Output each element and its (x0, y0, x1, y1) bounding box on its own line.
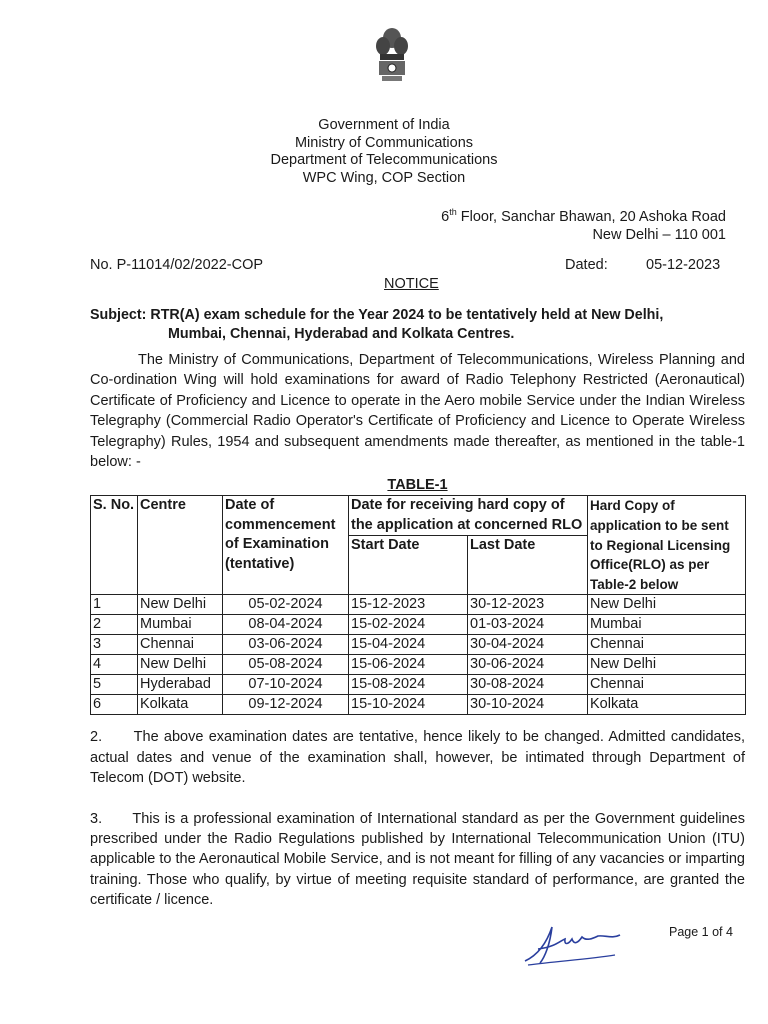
row-last-date: 30-06-2024 (468, 655, 588, 675)
row-exam-date: 07-10-2024 (223, 675, 349, 695)
row-rlo: Chennai (588, 635, 746, 655)
paragraph-1: The Ministry of Communications, Department of Telecommunications, Wireless Planning and Co-ordination Wing will hold examinations for award of Radio Telephony Restricted (Aeronautical) Certificate of Proficiency and Licence to operate in the Aero mobile Service under the Indian Wireless Telegraphy (Commercial Radio Operator's Certificate of Proficiency and Licence to Operate Wireless Telegraphy) Rules, 1954 and subsequent amendments made thereafter, as mentioned in the table-1 below: - (90, 352, 745, 471)
table-row (91, 695, 746, 715)
row-sno: 4 (91, 655, 138, 675)
reference-number: No. P-11014/02/2022-COP (90, 257, 264, 273)
row-start-date: 15-10-2024 (349, 695, 468, 715)
dated-label: Dated: (565, 257, 608, 273)
page-footer (90, 919, 750, 979)
row-sno: 6 (91, 695, 138, 715)
row-rlo: Chennai (588, 675, 746, 695)
page-number: Page 1 of 4 (669, 924, 733, 939)
floor-suffix: th (449, 207, 457, 217)
row-centre: Kolkata (138, 695, 223, 715)
row-rlo: Kolkata (588, 695, 746, 715)
table-row (91, 595, 746, 615)
exam-schedule-table (90, 495, 746, 715)
table-caption: TABLE-1 (387, 477, 448, 494)
row-start-date: 15-02-2024 (349, 615, 468, 635)
notice-body (90, 306, 750, 979)
subject-line-2: Mumbai, Chennai, Hyderabad and Kolkata Centres. (168, 326, 515, 342)
address-line-1: Floor, Sanchar Bhawan, 20 Ashoka Road (456, 208, 726, 225)
header-last-date: Last Date (468, 536, 588, 595)
header-hardcopy: Hard Copy of application to be sent to Regional Licensing Office(RLO) as per Table-2 below (588, 496, 746, 595)
table-row (91, 655, 746, 675)
header-receiving: Date for receiving hard copy of the application at concerned RLO (349, 496, 588, 536)
signature-icon (520, 919, 630, 969)
row-last-date: 30-12-2023 (468, 595, 588, 615)
row-sno: 1 (91, 595, 138, 615)
floor-number: 6 (441, 208, 450, 225)
header-commencement: Date of commencement of Examination (tentative) (223, 496, 349, 595)
row-centre: Hyderabad (138, 675, 223, 695)
table-row (91, 635, 746, 655)
subject-line-1: Subject: RTR(A) exam schedule for the Year 2024 to be tentatively held at New Delhi, (90, 307, 664, 323)
row-last-date: 30-08-2024 (468, 675, 588, 695)
address-line-2: New Delhi – 110 001 (592, 227, 726, 244)
paragraph-3: 3. This is a professional examination of International standard as per the Government guidelines prescribed under the Radio Regulations published by International Telecommunication Union (ITU) applicable to the Aeronautical Mobile Service, and is not meant for filling of any vacancies or imparting training. Those who qualify, by virtue of meeting requisite standard of performance, are granted the certificate / licence. (90, 810, 745, 909)
header-line: Department of Telecommunications (270, 152, 498, 168)
row-exam-date: 03-06-2024 (223, 635, 349, 655)
row-sno: 3 (91, 635, 138, 655)
national-emblem (372, 24, 412, 104)
notice-title: NOTICE (384, 276, 439, 292)
row-sno: 2 (91, 615, 138, 635)
signature (520, 919, 630, 974)
row-start-date: 15-04-2024 (349, 635, 468, 655)
header-line: Government of India (318, 117, 450, 133)
row-centre: New Delhi (138, 595, 223, 615)
row-last-date: 30-10-2024 (468, 695, 588, 715)
address (441, 203, 726, 245)
row-start-date: 15-08-2024 (349, 675, 468, 695)
row-last-date: 01-03-2024 (468, 615, 588, 635)
row-exam-date: 05-08-2024 (223, 655, 349, 675)
header-start-date: Start Date (349, 536, 468, 595)
header-centre: Centre (138, 496, 223, 595)
paragraph-2: 2. The above examination dates are tentative, hence likely to be changed. Admitted candidates, actual dates and venue of the examination shall, however, be intimated through Department of Telecom (DOT) website. (90, 729, 745, 787)
row-sno: 5 (91, 675, 138, 695)
row-exam-date: 08-04-2024 (223, 615, 349, 635)
row-centre: Mumbai (138, 615, 223, 635)
table-row (91, 675, 746, 695)
subject (90, 306, 750, 344)
row-centre: New Delhi (138, 655, 223, 675)
row-last-date: 30-04-2024 (468, 635, 588, 655)
letterhead (0, 117, 768, 187)
row-rlo: Mumbai (588, 615, 746, 635)
table-row (91, 615, 746, 635)
header-line: WPC Wing, COP Section (302, 169, 466, 186)
row-exam-date: 05-02-2024 (223, 595, 349, 615)
row-exam-date: 09-12-2024 (223, 695, 349, 715)
row-rlo: New Delhi (588, 595, 746, 615)
row-start-date: 15-12-2023 (349, 595, 468, 615)
row-centre: Chennai (138, 635, 223, 655)
header-line: Ministry of Communications (294, 134, 474, 151)
ashoka-emblem-icon (372, 24, 412, 104)
header-sno: S. No. (91, 496, 138, 595)
row-start-date: 15-06-2024 (349, 655, 468, 675)
row-rlo: New Delhi (588, 655, 746, 675)
notice-date: 05-12-2023 (646, 257, 721, 273)
